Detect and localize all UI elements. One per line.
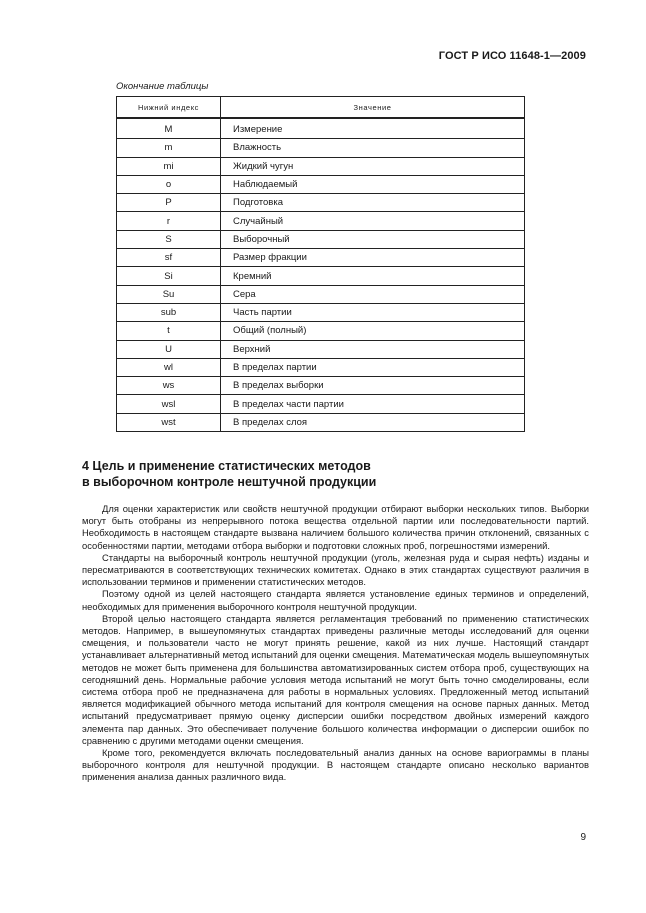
value-cell: Выборочный bbox=[221, 230, 525, 248]
value-cell: Кремний bbox=[221, 267, 525, 285]
value-cell: Часть партии bbox=[221, 303, 525, 321]
section-title-line-2: в выборочном контроле нештучной продукции bbox=[82, 475, 377, 489]
table-row bbox=[117, 139, 525, 157]
value-cell: Сера bbox=[221, 285, 525, 303]
section-body bbox=[82, 503, 589, 784]
table-row bbox=[117, 175, 525, 193]
value-cell: В пределах части партии bbox=[221, 395, 525, 413]
subscript-cell: wsl bbox=[117, 395, 221, 413]
table-row bbox=[117, 267, 525, 285]
subscript-cell: m bbox=[117, 139, 221, 157]
table-row bbox=[117, 194, 525, 212]
table-row bbox=[117, 413, 525, 431]
subscript-cell: t bbox=[117, 322, 221, 340]
value-cell: Случайный bbox=[221, 212, 525, 230]
paragraph: Второй целью настоящего стандарта является регламентация требований по применению статистических методов. Например, в вышеупомянутых стандартах приведены различные методы исследований для оценки смещения, и пользователи часто не могут принять решение, какой из них лучше. Настоящий стандарт устанавливает альтернативный метод испытаний для оценки смещения. Математическая модель вышеупомянутых методов не может быть применена для большинства автоматизированных систем отбора проб, существующих на сегодняшний день. Нормальные рабочие условия метода испытаний не могут быть точно смоделированы, если система отбора проб не предназначена для работы в нормальных условиях. Предложенный метод испытаний является модификацией обычного метода испытаний для контроля смещения на основе парных данных. Метод испытаний предусматривает прямую оценку дисперсии ошибки посредством двойных измерений каждого элемента пар данных. Это обеспечивает получение большого количества информации о дисперсии ошибок по сравнению с другими методами оценки смещения. bbox=[82, 612, 589, 746]
value-cell: Измерение bbox=[221, 118, 525, 139]
table-row bbox=[117, 212, 525, 230]
table-row bbox=[117, 303, 525, 321]
subscript-cell: S bbox=[117, 230, 221, 248]
subscript-cell: o bbox=[117, 175, 221, 193]
subscript-cell: sf bbox=[117, 249, 221, 267]
subscript-cell: U bbox=[117, 340, 221, 358]
subscript-cell: Si bbox=[117, 267, 221, 285]
subscript-cell: mi bbox=[117, 157, 221, 175]
table-row bbox=[117, 395, 525, 413]
table-row bbox=[117, 230, 525, 248]
section-title-line-1: 4 Цель и применение статистических методов bbox=[82, 459, 371, 473]
table-row bbox=[117, 118, 525, 139]
table-row bbox=[117, 249, 525, 267]
document-header: ГОСТ Р ИСО 11648-1—2009 bbox=[438, 50, 586, 62]
value-cell: Размер фракции bbox=[221, 249, 525, 267]
table-row bbox=[117, 358, 525, 376]
subscript-cell: r bbox=[117, 212, 221, 230]
subscript-cell: wst bbox=[117, 413, 221, 431]
value-cell: Подготовка bbox=[221, 194, 525, 212]
column-header-value: Значение bbox=[221, 97, 525, 119]
page-number: 9 bbox=[580, 832, 586, 843]
section-title bbox=[82, 458, 376, 490]
subscript-cell: Su bbox=[117, 285, 221, 303]
subscript-table bbox=[116, 96, 525, 432]
table-row bbox=[117, 322, 525, 340]
table-row bbox=[117, 157, 525, 175]
value-cell: Наблюдаемый bbox=[221, 175, 525, 193]
table-row bbox=[117, 285, 525, 303]
table-header-row bbox=[117, 97, 525, 119]
paragraph: Стандарты на выборочный контроль нештучной продукции (уголь, железная руда и сырая нефть) изданы и пересматриваются в соответствующих технических комитетах. Однако в этих стандартах существуют различия в использовании терминов и применении статистических методов. bbox=[82, 551, 589, 588]
table-row bbox=[117, 377, 525, 395]
value-cell: В пределах выборки bbox=[221, 377, 525, 395]
subscript-cell: P bbox=[117, 194, 221, 212]
value-cell: Влажность bbox=[221, 139, 525, 157]
value-cell: В пределах партии bbox=[221, 358, 525, 376]
column-header-index: Нижний индекс bbox=[117, 97, 221, 119]
subscript-cell: M bbox=[117, 118, 221, 139]
table-caption: Окончание таблицы bbox=[116, 81, 209, 92]
table-row bbox=[117, 340, 525, 358]
paragraph: Для оценки характеристик или свойств нештучной продукции отбирают выборки нескольких типов. Выборки могут быть отобраны из непрерывного потока вещества отдельной партии или последовательности партий. Необходимость в настоящем стандарте вызвана наличием большого количества причин отклонений, связанных с особенностями партии, методами отбора выборки и подготовки сложных проб, погрешностями измерений. bbox=[82, 503, 589, 551]
value-cell: Жидкий чугун bbox=[221, 157, 525, 175]
subscript-cell: ws bbox=[117, 377, 221, 395]
subscript-cell: wl bbox=[117, 358, 221, 376]
paragraph: Кроме того, рекомендуется включать последовательный анализ данных на основе вариограммы в планы выборочного контроля для нештучной продукции. В настоящем стандарте описано несколько вариантов применения анализа данных различного вида. bbox=[82, 747, 589, 783]
subscript-cell: sub bbox=[117, 303, 221, 321]
value-cell: В пределах слоя bbox=[221, 413, 525, 431]
paragraph: Поэтому одной из целей настоящего стандарта является установление единых терминов и определений, необходимых для применения выборочного контроля нештучной продукции. bbox=[82, 588, 589, 612]
value-cell: Общий (полный) bbox=[221, 322, 525, 340]
value-cell: Верхний bbox=[221, 340, 525, 358]
